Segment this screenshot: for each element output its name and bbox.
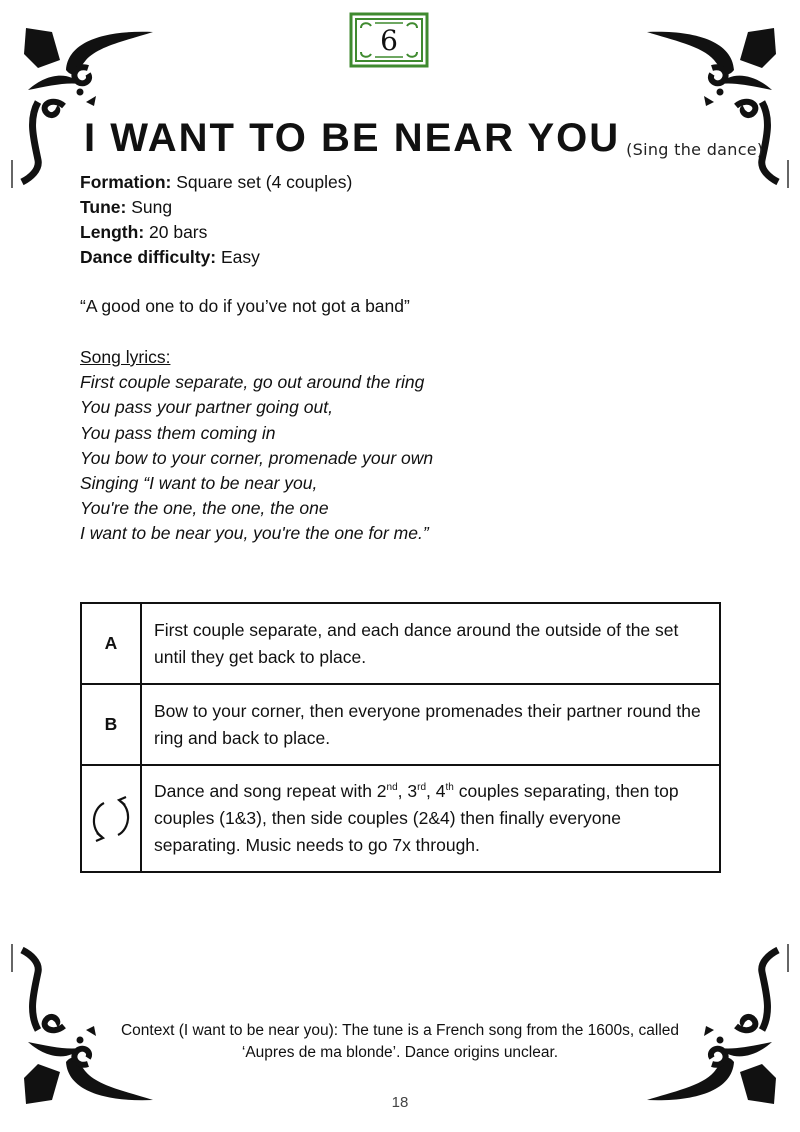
table-row [81,603,720,684]
dance-title: I WANT TO BE NEAR YOU [84,116,621,160]
step-label: A [81,603,141,684]
step-label: B [81,684,141,765]
difficulty-label: Dance difficulty: [80,247,217,267]
lyrics-line: You pass them coming in [80,422,276,443]
ordinal-suffix: th [445,782,454,794]
difficulty-row [80,245,352,270]
page-number: 18 [391,1094,409,1111]
context-note: Context (I want to be near you): The tune is a French song from the 1600s, called ‘Aupres de ma blonde’. Dance origins unclear. [120,1022,680,1061]
lyrics-line: You're the one, the one, the one [80,498,329,519]
text-segment: , 4 [426,781,446,801]
lyrics-line: Singing “I want to be near you, [80,473,318,494]
length-value: 20 bars [144,222,208,242]
corner-flourish-top-left [8,10,158,190]
step-label-repeat [81,765,141,872]
step-description: Bow to your corner, then everyone promenades their partner round the ring and back to place. [141,684,720,765]
formation-label: Formation: [80,172,172,192]
quote: “A good one to do if you’ve not got a band” [80,296,410,316]
ordinal-suffix: rd [417,782,427,794]
table-row [81,765,720,872]
length-label: Length: [80,222,145,242]
dance-subtitle: (Sing the dance) [626,140,764,159]
lyrics-line: You bow to your corner, promenade your own [80,447,434,468]
dance-steps-table [80,602,721,873]
corner-flourish-top-right [642,10,792,190]
dance-number-badge [349,12,429,68]
difficulty-value: Easy [216,247,260,267]
flourish-icon [642,10,792,190]
repeat-icon [88,789,134,849]
formation-value: Square set (4 couples) [171,172,353,192]
lyrics-line: You pass your partner going out, [80,397,333,418]
text-segment: Dance and song repeat with 2 [154,781,387,801]
dance-number: 6 [380,23,398,57]
step-description [141,765,720,872]
song-lyrics [80,345,433,547]
flourish-icon [8,10,158,190]
ordinal-suffix: nd [386,782,398,794]
page-title [84,110,764,160]
formation-row [80,170,352,195]
tune-row [80,195,352,220]
text-segment: , 3 [397,781,418,801]
lyrics-heading: Song lyrics: [80,347,171,367]
lyrics-line: First couple separate, go out around the ring [80,372,425,393]
table-row [81,684,720,765]
tune-label: Tune: [80,197,127,217]
text-segment: couples separating, then top couples (1&3), then side couples (2&4) then finally everyone separating. Music needs to go 7x through. [154,781,679,855]
lyrics-line: I want to be near you, you're the one for me.” [80,523,429,544]
dance-details [80,170,352,270]
length-row [80,220,352,245]
step-description: First couple separate, and each dance around the outside of the set until they get back to place. [141,603,720,684]
tune-value: Sung [126,197,173,217]
